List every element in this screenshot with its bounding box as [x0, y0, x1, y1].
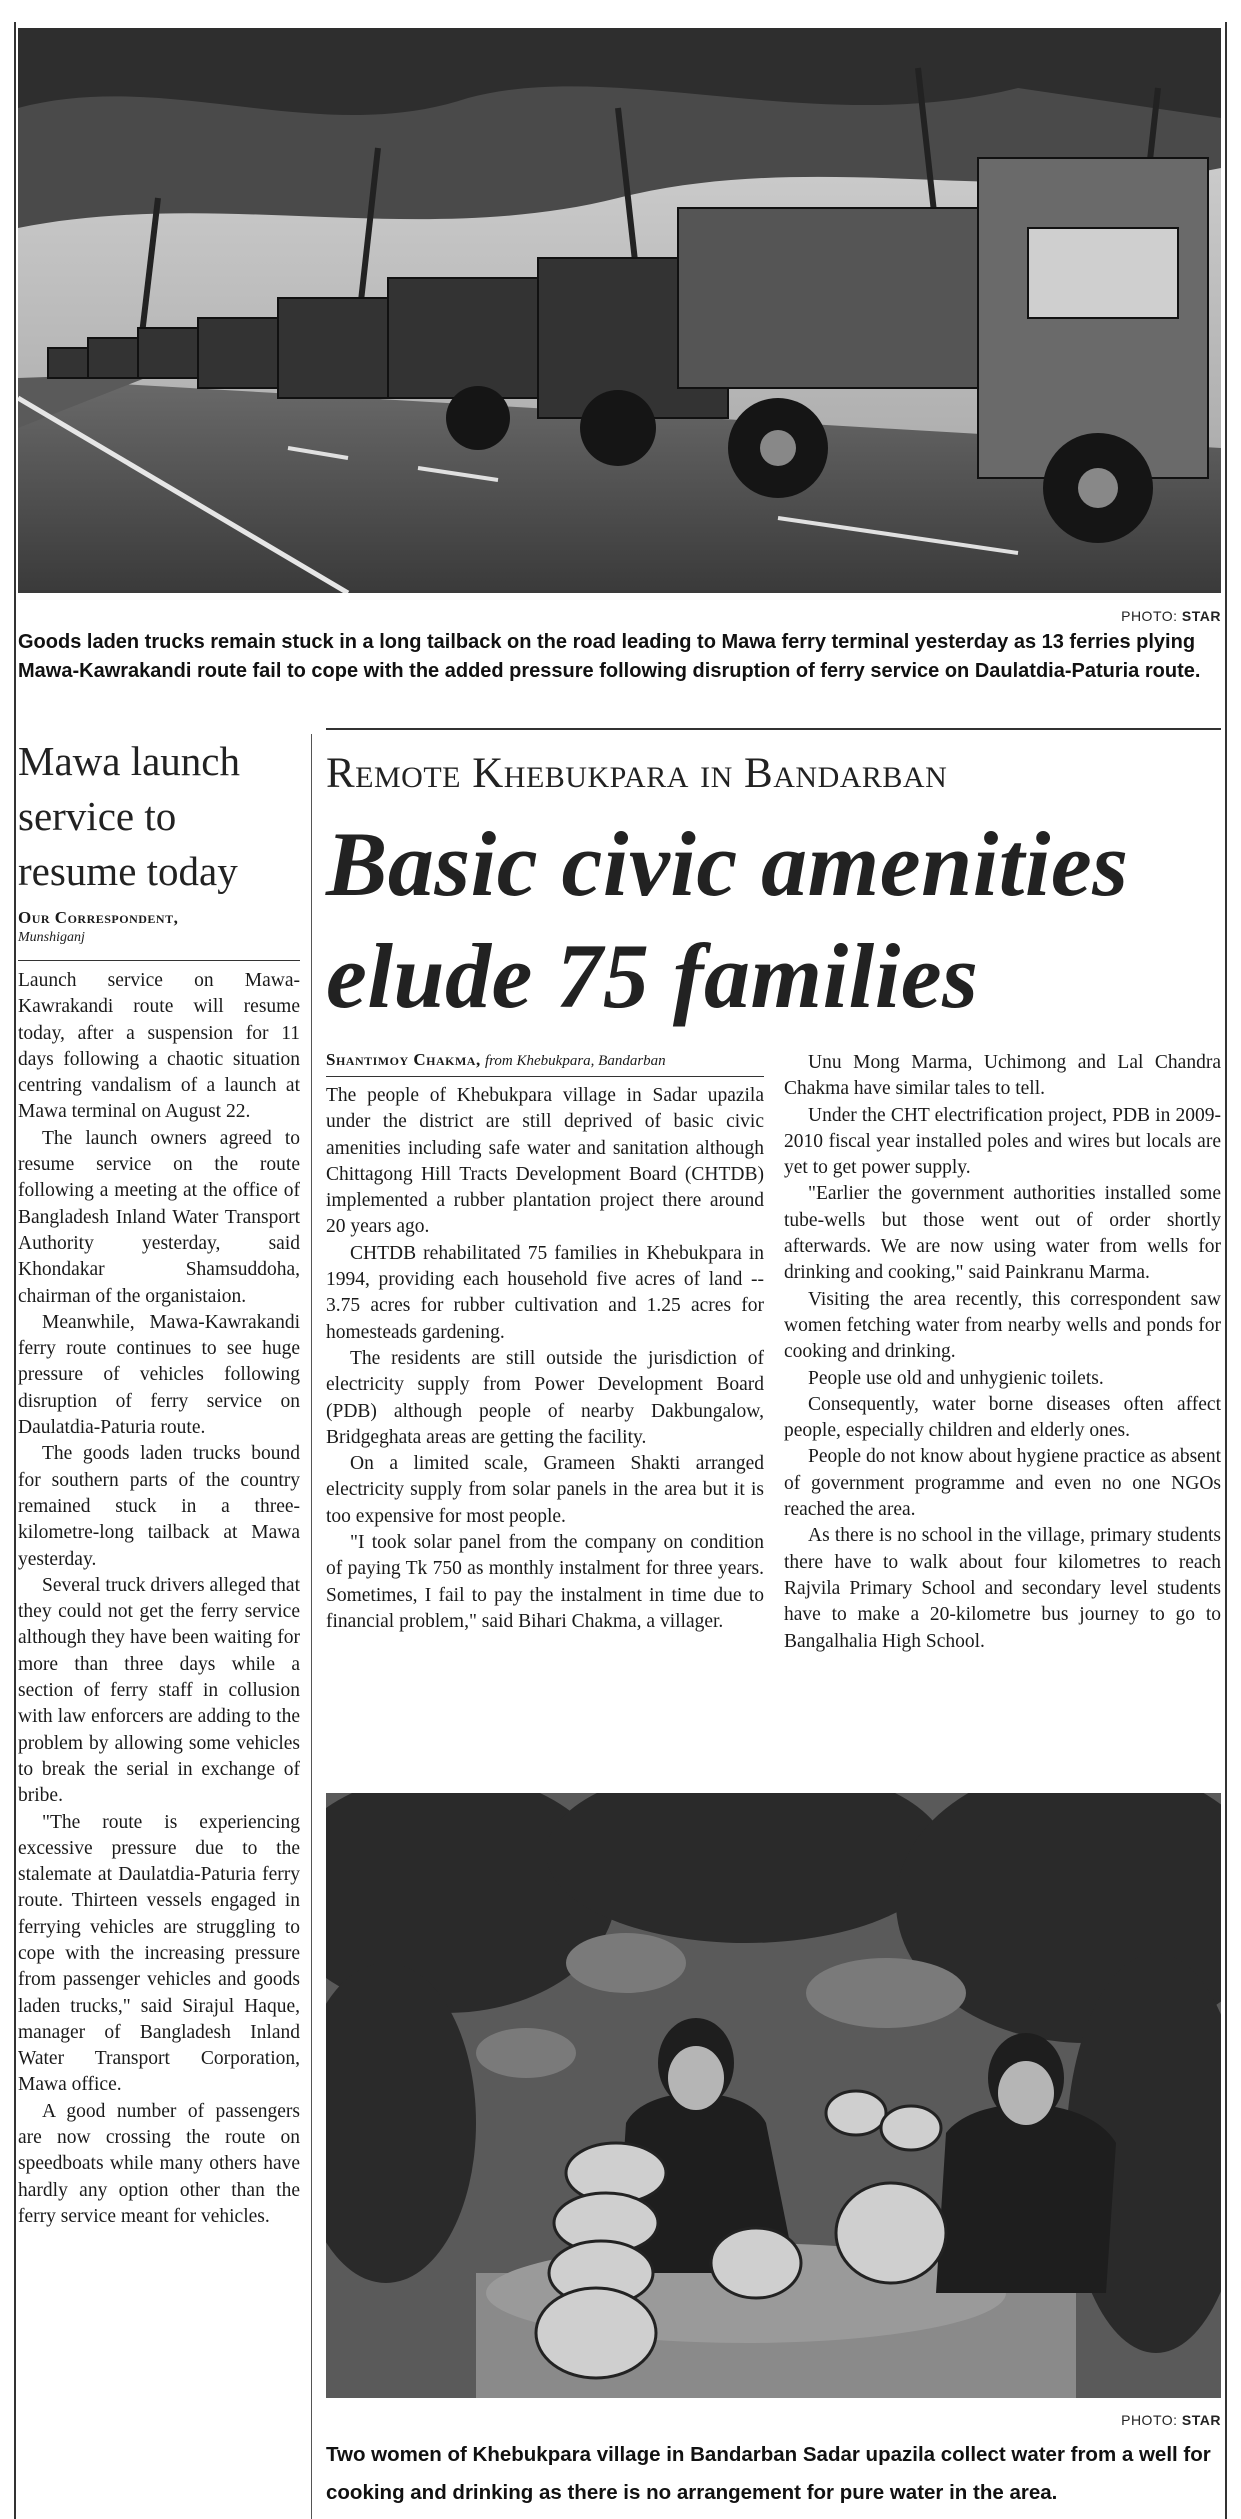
main-byline-location: from Khebukpara, Bandarban — [484, 1053, 666, 1069]
main-story-column-1 — [326, 1083, 764, 1635]
left-headline-line: Mawa launch — [18, 738, 240, 784]
paragraph: Under the CHT electrification project, PDB in 2009-2010 fiscal year installed poles and wires but locals are yet to get power supply. — [784, 1104, 1221, 1179]
section-divider — [326, 728, 1221, 730]
left-byline-rule — [18, 960, 300, 961]
headline-line: elude 75 families — [326, 925, 979, 1027]
column-divider — [311, 734, 312, 2519]
main-story-byline — [326, 1050, 776, 1070]
photo-credit-source: STAR — [1181, 608, 1221, 624]
paragraph: Visiting the area recently, this correspondent saw women fetching water from nearby wells and ponds for cooking and drinking. — [784, 1288, 1221, 1363]
paragraph: Consequently, water borne diseases often affect people, especially children and elderly ones. — [784, 1393, 1221, 1442]
women-well-photo — [326, 1793, 1221, 2398]
paragraph: The goods laden trucks bound for southern parts of the country remained stuck in a three-kilometre-long tailback at Mawa yesterday. — [18, 1443, 300, 1570]
paragraph: CHTDB rehabilitated 75 families in Khebukpara in 1994, providing each household five acres of land -- 3.75 acres for rubber cultivation and 1.25 acres for homesteads gardening. — [326, 1242, 764, 1343]
bottom-photo-caption: Two women of Khebukpara village in Bandarban Sadar upazila collect water from a well for cooking and drinking as there is no arrangement for pure water in the area. — [326, 2443, 1211, 2504]
left-headline-line: resume today — [18, 848, 238, 894]
paragraph: "I took solar panel from the company on condition of paying Tk 750 as monthly instalment for three years. Sometimes, I fail to pay the instalment in time due to financial problem," said Bihari Chakma, a villager. — [326, 1532, 764, 1632]
paragraph: As there is no school in the village, primary students there have to walk about four kilometres to reach Rajvila Primary School and secondary level students have to make a 20-kilometre bus journey to go to Bangalhalia High School. — [784, 1525, 1221, 1652]
paragraph: Meanwhile, Mawa-Kawrakandi ferry route continues to see huge pressure of vehicles following disruption of ferry service on Daulatdia-Paturia route. — [18, 1311, 300, 1439]
photo-credit — [1000, 608, 1221, 624]
headline-line: Basic civic amenities — [326, 813, 1129, 915]
paragraph: Unu Mong Marma, Uchimong and Lal Chandra Chakma have similar tales to tell. — [784, 1052, 1221, 1100]
trucks-photo — [18, 28, 1221, 593]
paragraph: People use old and unhygienic toilets. — [808, 1367, 1104, 1389]
paragraph: The residents are still outside the jurisdiction of electricity supply from Power Development Board (PDB) although people of nearby Dakbungalow, Bridgeghata areas are getting the facility. — [326, 1347, 764, 1448]
paragraph: "Earlier the government authorities installed some tube-wells but those went out of order shortly afterwards. We are now using water from wells for drinking and cooking," said Painkranu Marma. — [784, 1183, 1221, 1284]
paragraph: Several truck drivers alleged that they could not get the ferry service although they have been waiting for more than three days while a section of ferry staff in collusion with law enforcers are adding to the problem by allowing some vehicles to break the serial in exchange of bribe. — [18, 1574, 300, 1807]
left-story-headline — [18, 734, 298, 899]
paragraph: The launch owners agreed to resume service on the route following a meeting at the office of Bangladesh Inland Water Transport Authority yesterday, said Khondakar Shamsuddoha, chairman of the organistaion. — [18, 1127, 300, 1307]
paragraph: A good number of passengers are now crossing the route on speedboats while many others have hardly any option other than the ferry service meant for vehicles. — [18, 2100, 300, 2227]
main-byline-rule — [326, 1076, 764, 1077]
left-headline-line: service to — [18, 793, 177, 839]
left-story-byline — [18, 908, 298, 948]
women-well-photo-icon — [326, 1793, 1221, 2398]
left-column-rule — [14, 22, 16, 2519]
bottom-photo-credit — [1000, 2412, 1221, 2428]
left-byline-location: Munshiganj — [18, 930, 85, 945]
right-column-rule — [1225, 22, 1227, 2519]
main-story-kicker: Remote Khebukpara in Bandarban — [326, 750, 948, 797]
left-story-body — [18, 968, 300, 2230]
main-story-column-2 — [784, 1050, 1221, 1655]
paragraph: On a limited scale, Grameen Shakti arranged electricity supply from solar panels in the area but it is too expensive for most people. — [326, 1453, 764, 1527]
paragraph: The people of Khebukpara village in Sadar upazila under the district are still deprived of basic civic amenities including safe water and sanitation although Chittagong Hill Tracts Development Board (CHTDB) implemented a rubber plantation project there around 20 years ago. — [326, 1085, 764, 1238]
paragraph: "The route is experiencing excessive pressure due to the stalemate at Daulatdia-Paturia ferry route. Thirteen vessels engaged in ferrying vehicles are struggling to cope with the increasing pressure from passenger vehicles and goods laden trucks," said Sirajul Haque, manager of Bangladesh Inland Water Transport Corporation, Mawa office. — [18, 1811, 300, 2096]
main-byline-name: Shantimoy Chakma, — [326, 1050, 481, 1069]
top-photo-caption: Goods laden trucks remain stuck in a long tailback on the road leading to Mawa ferry terminal yesterday as 13 ferries plying Mawa-Kawrakandi route fail to cope with the added pressure following disruption of ferry service on Daulatdia-Paturia route. — [18, 631, 1201, 682]
left-byline-name: Our Correspondent, — [18, 908, 179, 927]
photo-credit-label: PHOTO: — [1121, 608, 1178, 624]
paragraph: Launch service on Mawa-Kawrakandi route will resume today, after a suspension for 11 days following a chaotic situation centring vandalism of a launch at Mawa terminal on August 22. — [18, 970, 300, 1123]
paragraph: People do not know about hygiene practice as absent of government programme and even no one NGOs reached the area. — [784, 1446, 1221, 1521]
main-story-headline — [326, 808, 1226, 1032]
bottom-photo-credit-label: PHOTO: — [1121, 2412, 1178, 2428]
trucks-photo-icon — [18, 28, 1221, 593]
bottom-photo-credit-source: STAR — [1181, 2412, 1221, 2428]
